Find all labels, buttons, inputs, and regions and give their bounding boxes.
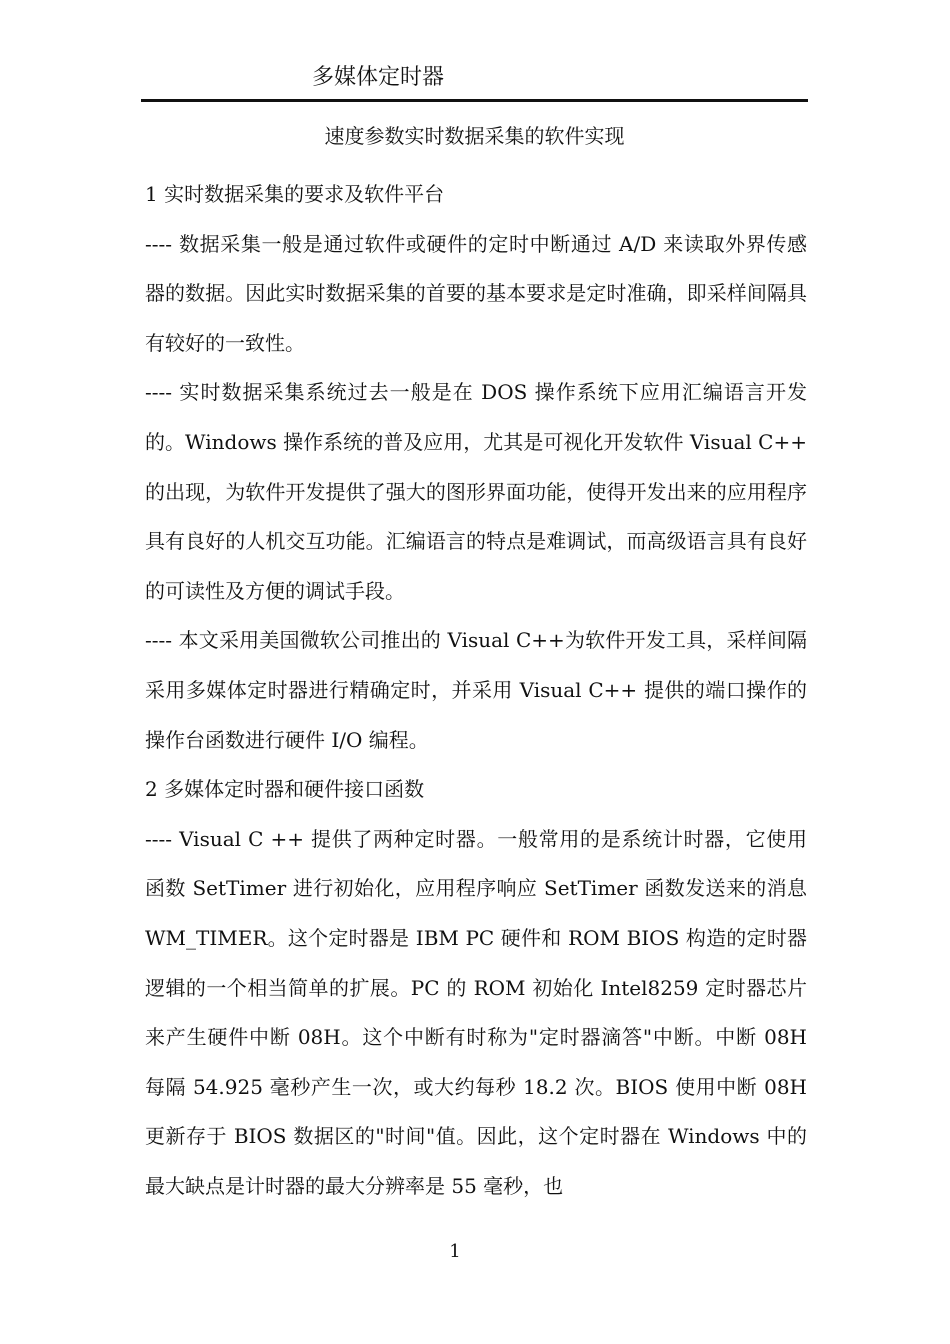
document-body: [145, 170, 807, 1211]
paragraph: ---- 本文采用美国微软公司推出的 Visual C++为软件开发工具，采样间隔采用多媒体定时器进行精确定时，并采用 Visual C++ 提供的端口操作的操作台函数进行硬件 I/O 编程。: [145, 628, 807, 752]
header-rule: [141, 99, 808, 102]
paragraph: ---- 实时数据采集系统过去一般是在 DOS 操作系统下应用汇编语言开发的。Windows 操作系统的普及应用，尤其是可视化开发软件 Visual C++ 的出现，为软件开发提供了强大的图形界面功能，使得开发出来的应用程序具有良好的人机交互功能。汇编语言的特点是难调试，而高级语言具有良好的可读性及方便的调试手段。: [145, 380, 807, 603]
running-header-title: 多媒体定时器: [312, 65, 445, 90]
paragraph: ---- Visual C ++ 提供了两种定时器。一般常用的是系统计时器，它使用函数 SetTimer 进行初始化，应用程序响应 SetTimer 函数发送来的消息 WM_TIMER。这个定时器是 IBM PC 硬件和 ROM BIOS 构造的定时器逻辑的一个相当简单的扩展。PC 的 ROM 初始化 Intel8259 定时器芯片来产生硬件中断 08H。这个中断有时称为"定时器滴答"中断。中断 08H 每隔 54.925 毫秒产生一次，或大约每秒 18.2 次。BIOS 使用中断 08H 更新存于 BIOS 数据区的"时间"值。因此，这个定时器在 Windows 中的最大缺点是计时器的最大分辨率是 55 毫秒，也: [145, 826, 807, 1198]
section-heading-1: 1 实时数据采集的要求及软件平台: [145, 182, 445, 206]
document-title: 速度参数实时数据采集的软件实现: [324, 124, 625, 148]
section-heading-2: 2 多媒体定时器和硬件接口函数: [145, 777, 425, 802]
page-number: 1: [449, 1241, 461, 1262]
paragraph: ---- 数据采集一般是通过软件或硬件的定时中断通过 A/D 来读取外界传感器的数据。因此实时数据采集的首要的基本要求是定时准确，即采样间隔具有较好的一致性。: [145, 231, 807, 355]
